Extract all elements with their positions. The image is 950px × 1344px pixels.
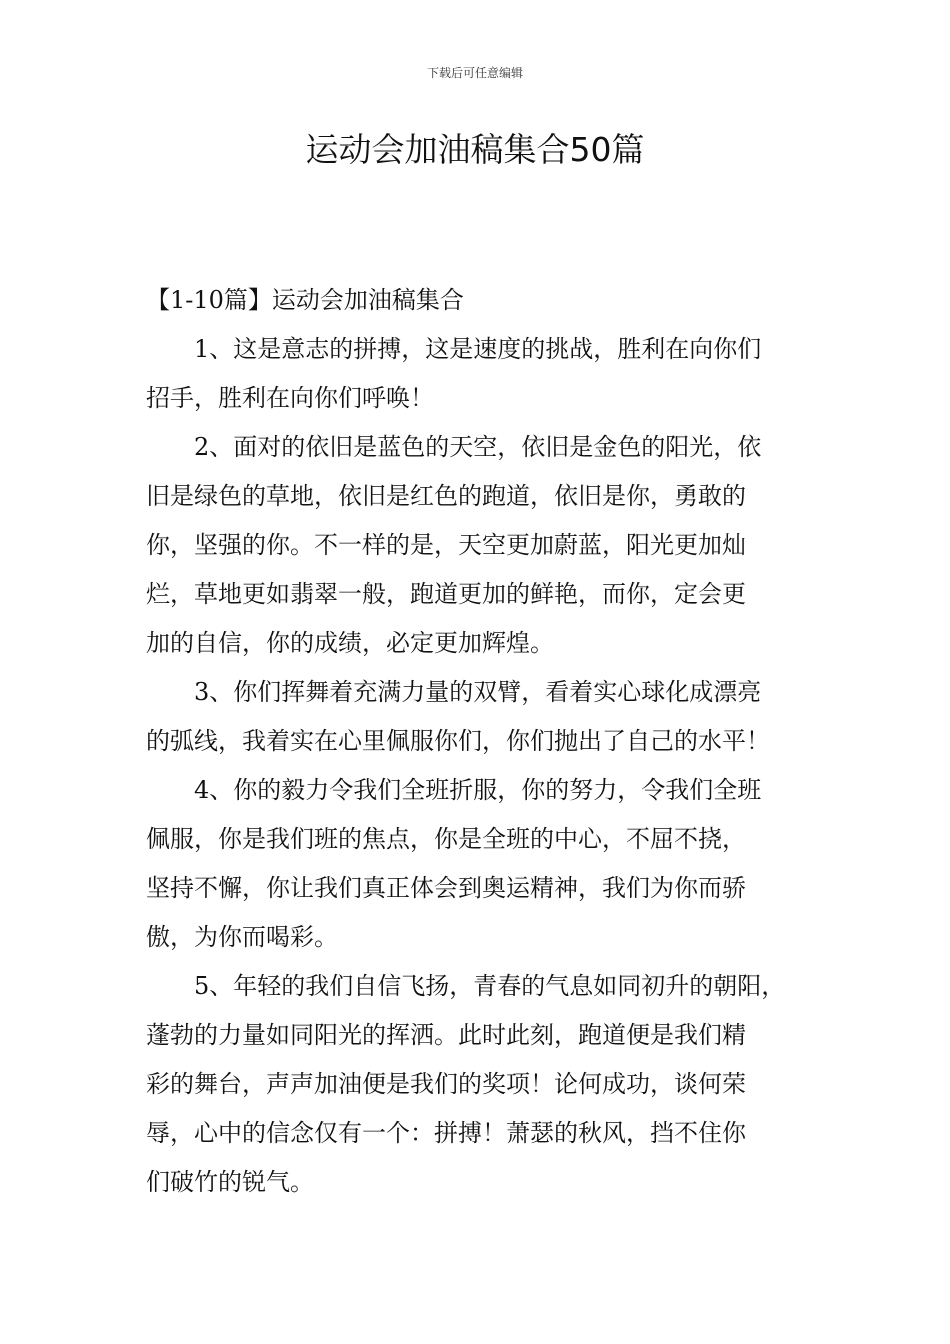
paragraph-line: 傲，为你而喝彩。 — [146, 923, 338, 951]
paragraph-line: 烂，草地更如翡翠一般，跑道更加的鲜艳，而你，定会更 — [146, 580, 746, 608]
paragraph-line: 辱，心中的信念仅有一个：拼搏！萧瑟的秋风，挡不住你 — [146, 1119, 746, 1147]
section-heading: 【1-10篇】运动会加油稿集合 — [146, 286, 464, 314]
paragraph-line: 招手，胜利在向你们呼唤！ — [146, 384, 434, 412]
paragraph-1 — [146, 325, 836, 423]
paragraph-line: 们破竹的锐气。 — [146, 1168, 314, 1196]
paragraph-line: 4、你的毅力令我们全班折服，你的努力，令我们全班 — [194, 776, 762, 804]
paragraph-line: 加的自信，你的成绩，必定更加辉煌。 — [146, 629, 554, 657]
paragraph-line: 3、你们挥舞着充满力量的双臂，看着实心球化成漂亮 — [194, 678, 762, 706]
paragraph-2 — [146, 423, 836, 668]
paragraph-line: 旧是绿色的草地，依旧是红色的跑道，依旧是你，勇敢的 — [146, 482, 746, 510]
paragraph-4 — [146, 766, 836, 962]
paragraph-line: 蓬勃的力量如同阳光的挥洒。此时此刻，跑道便是我们精 — [146, 1021, 746, 1049]
page-header-note: 下载后可任意编辑 — [426, 66, 523, 80]
paragraph-line: 坚持不懈，你让我们真正体会到奥运精神，我们为你而骄 — [146, 874, 746, 902]
paragraph-line: 1、这是意志的拼搏，这是速度的挑战，胜利在向你们 — [194, 335, 762, 363]
paragraph-line: 5、年轻的我们自信飞扬，青春的气息如同初升的朝阳， — [194, 972, 786, 1000]
paragraph-line: 的弧线，我着实在心里佩服你们，你们抛出了自己的水平！ — [146, 727, 770, 755]
paragraph-5 — [146, 962, 836, 1207]
document-body — [146, 276, 836, 1207]
paragraph-line: 佩服，你是我们班的焦点，你是全班的中心，不屈不挠， — [146, 825, 746, 853]
paragraph-3 — [146, 668, 836, 766]
paragraph-line: 你，坚强的你。不一样的是，天空更加蔚蓝，阳光更加灿 — [146, 531, 746, 559]
paragraph-line: 2、面对的依旧是蓝色的天空，依旧是金色的阳光，依 — [194, 433, 762, 461]
paragraph-line: 彩的舞台，声声加油便是我们的奖项！论何成功，谈何荣 — [146, 1070, 746, 1098]
document-title: 运动会加油稿集合50篇 — [305, 130, 645, 169]
